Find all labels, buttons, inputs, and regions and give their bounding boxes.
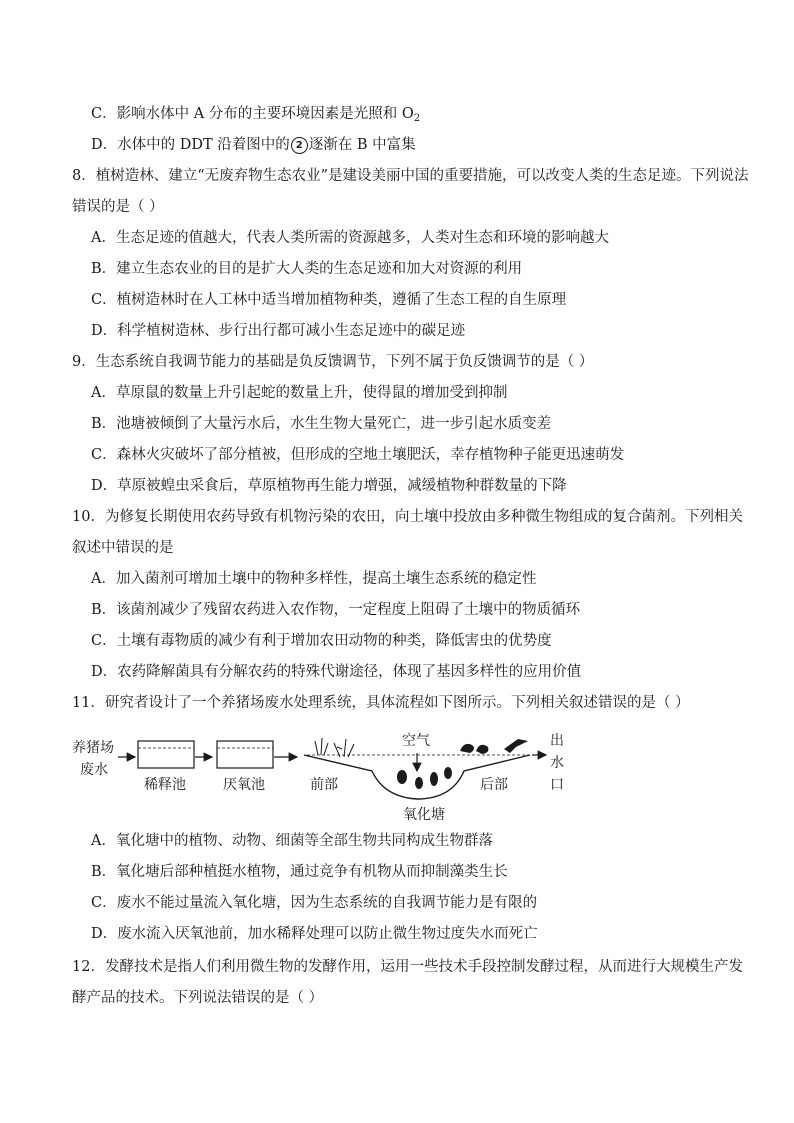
q9-stem: 9．生态系统自我调节能力的基础是负反馈调节，下列不属于负反馈调节的是（ ） [72,354,594,370]
q7-option-d-text-pre: D．水体中的 DDT 沿着图中的 [91,137,290,153]
q8-option-b: B．建立生态农业的目的是扩大人类的生态足迹和加大对资源的利用 [91,261,523,277]
q7-option-d-text-post: 逐渐在 B 中富集 [308,137,416,153]
front-part-label: 前部 [310,777,338,793]
anaerobic-pool-label: 厌氧池 [223,777,265,793]
q8-option-c: C．植树造林时在人工林中适当增加植物种类，遵循了生态工程的自生原理 [91,292,567,308]
circled-number-2: 2 [291,137,308,154]
algae-icon [397,767,452,789]
source-label-line1: 养猪场 [72,740,114,756]
q10-stem-line1: 10．为修复长期使用农药导致有机物污染的农田，向土壤中投放由多种微生物组成的复合菌剂。下列相关 [72,509,743,525]
dilution-pool [138,741,194,768]
q11-option-b: B．氧化塘后部种植挺水植物，通过竞争有机物从而抑制藻类生长 [91,864,508,880]
air-label: 空气 [402,733,430,749]
q9-option-b: B．池塘被倾倒了大量污水后，水生生物大量死亡，进一步引起水质变差 [91,416,552,432]
q10-option-d: D．农药降解菌具有分解农药的特殊代谢途径，体现了基因多样性的应用价值 [91,664,582,680]
o2-subscript: 2 [413,113,421,124]
q7-option-c-text: C．影响水体中 A 分布的主要环境因素是光照和 O [91,106,414,122]
q11-option-a: A．氧化塘中的植物、动物、细菌等全部生物共同构成生物群落 [91,833,493,849]
q8-option-a: A．生态足迹的值越大，代表人类所需的资源越多，人类对生态和环境的影响越大 [91,230,609,246]
q10-stem-line2: 叙述中错误的是 [72,540,174,556]
q7-option-d [91,135,416,155]
q11-stem: 11．研究者设计了一个养猪场废水处理系统，具体流程如下图所示。下列相关叙述错误的是（ ） [72,695,690,711]
q10-option-b: B．该菌剂减少了残留农药进入农作物，一定程度上阻碍了土壤中的物质循环 [91,602,581,618]
q10-option-c: C．土壤有毒物质的减少有利于增加农田动物的种类，降低害虫的优势度 [91,633,552,649]
q8-stem-line2: 错误的是（ ） [72,199,164,215]
q11-option-c: C．废水不能过量流入氧化塘，因为生态系统的自我调节能力是有限的 [91,895,538,911]
plant-icon [315,738,354,757]
q8-stem-line1: 8．植树造林、建立“无废弃物生态农业”是建设美丽中国的重要措施，可以改变人类的生态足迹。下列说法 [72,168,749,184]
q12-stem-line2: 酵产品的技术。下列说法错误的是（ ） [72,990,324,1006]
wastewater-flow-diagram [72,727,572,827]
outlet-label-1: 出 [550,733,564,749]
source-label-line2: 废水 [80,762,108,778]
q10-option-a: A．加入菌剂可增加土壤中的物种多样性，提高土壤生态系统的稳定性 [91,571,537,587]
anaerobic-pool [217,741,273,768]
q7-option-c [91,104,420,129]
q8-option-d: D．科学植树造林、步行出行都可减小生态足迹中的碳足迹 [91,323,466,339]
q9-option-d: D．草原被蝗虫采食后，草原植物再生能力增强，减缓植物种群数量的下降 [91,478,567,494]
q11-option-d: D．废水流入厌氧池前，加水稀释处理可以防止微生物过度失水而死亡 [91,926,538,942]
outlet-label-3: 口 [550,777,564,793]
outlet-label-2: 水 [550,755,564,771]
q9-option-c: C．森林火灾破坏了部分植被，但形成的空地土壤肥沃，幸存植物种子能更迅速萌发 [91,447,625,463]
dilution-pool-label: 稀释池 [144,777,186,793]
q9-option-a: A．草原鼠的数量上升引起蛇的数量上升，使得鼠的增加受到抑制 [91,385,508,401]
q12-stem-line1: 12．发酵技术是指人们利用微生物的发酵作用，运用一些技术手段控制发酵过程，从而进行大规模生产发 [72,959,743,975]
rear-part-label: 后部 [480,777,508,793]
oxidation-pond-label: 氧化塘 [403,807,445,823]
bird-icon [460,739,528,754]
